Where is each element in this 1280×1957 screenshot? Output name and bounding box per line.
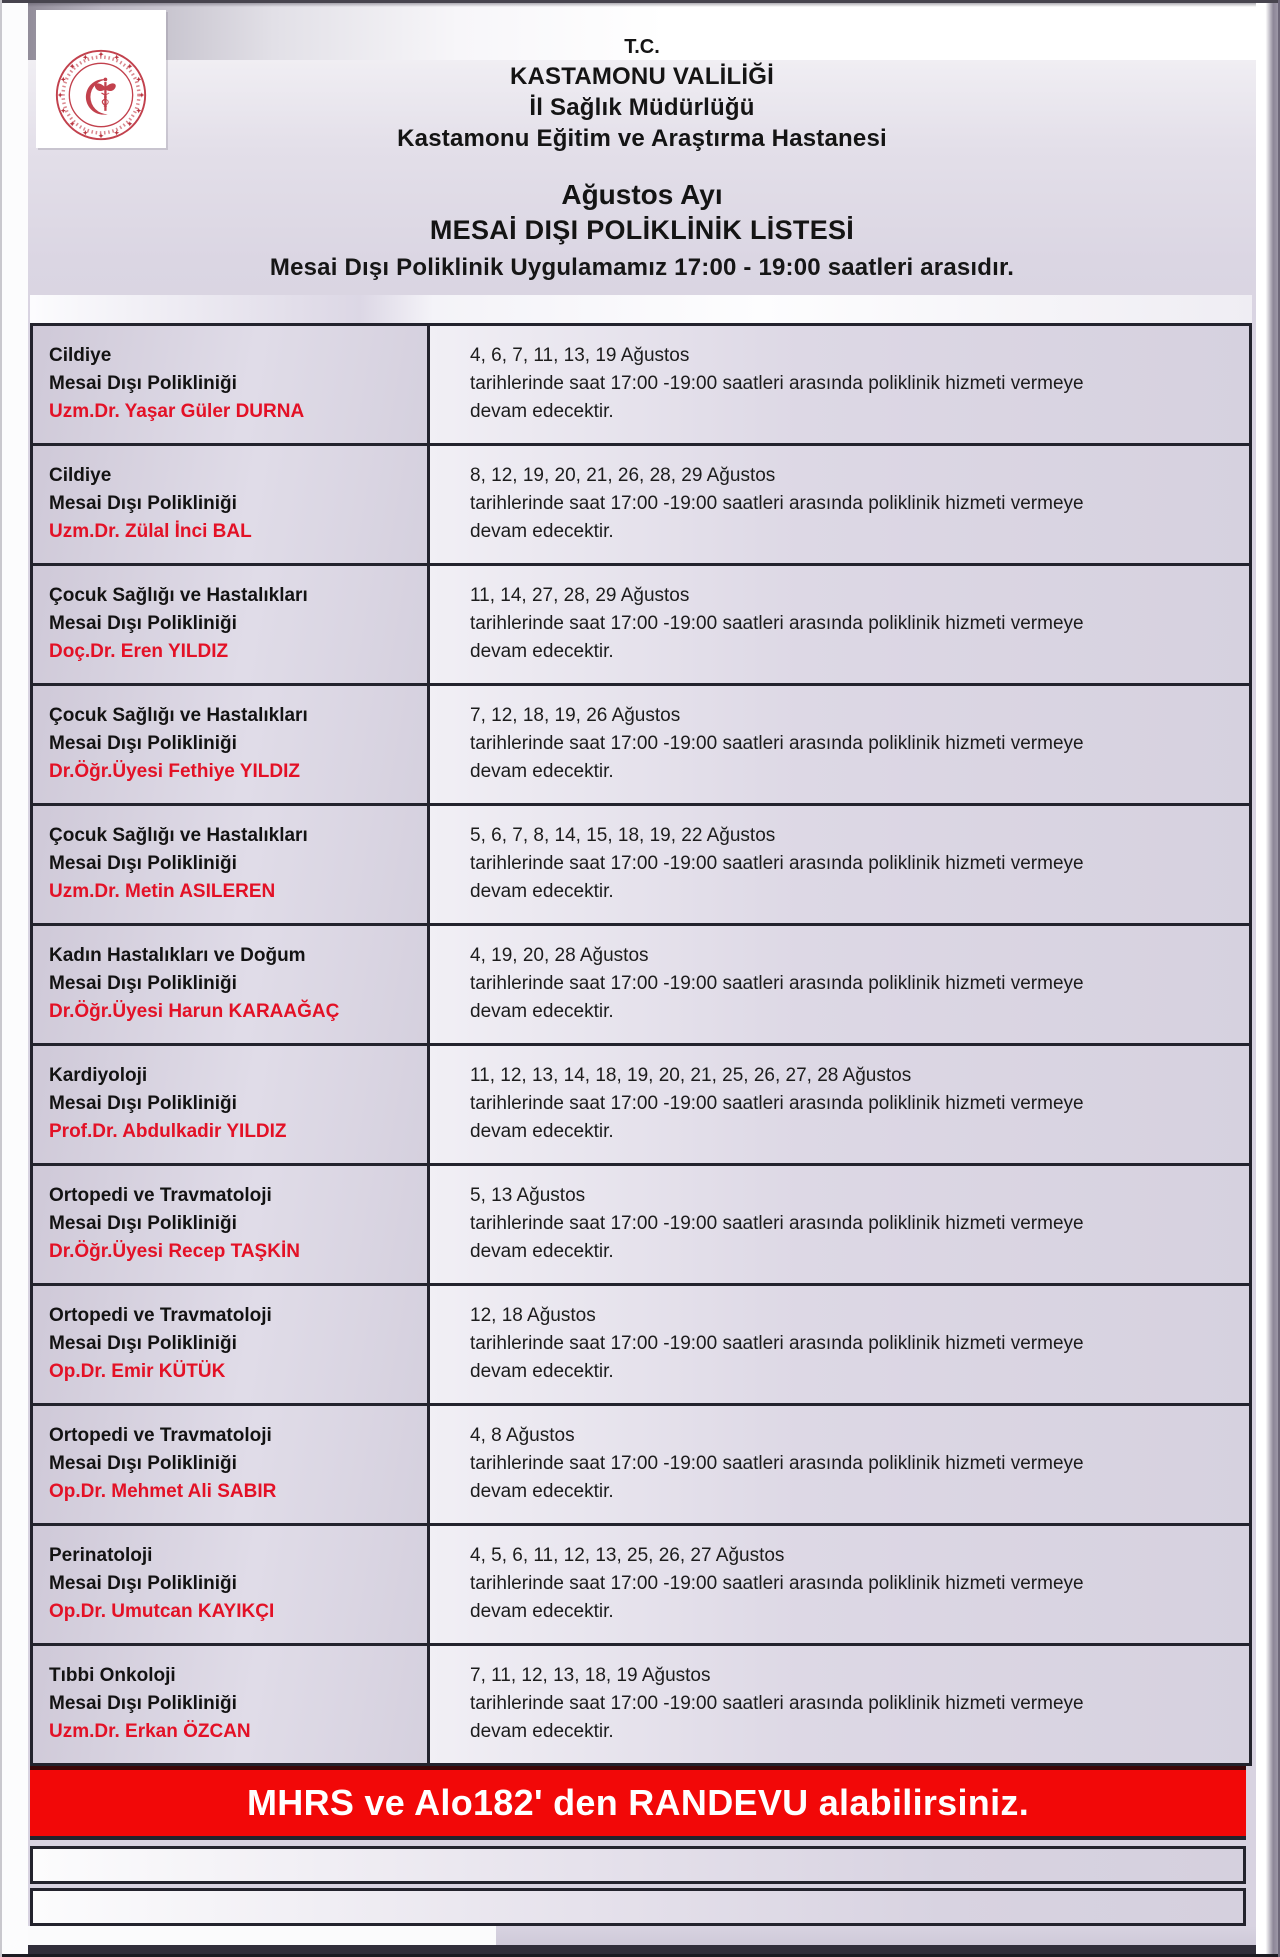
clinic-cell xyxy=(33,686,430,803)
department-label: Çocuk Sağlığı ve Hastalıkları xyxy=(49,825,308,846)
clinic-unit-label: Mesai Dışı Polikliniği xyxy=(49,973,237,994)
schedule-cell xyxy=(430,806,1249,923)
doctor-name: Prof.Dr. Abdulkadir YILDIZ xyxy=(49,1121,287,1142)
schedule-note-line: tarihlerinde saat 17:00 -19:00 saatleri arasında poliklinik hizmeti vermeye xyxy=(470,373,1084,394)
clinic-cell xyxy=(33,1046,430,1163)
doctor-name: Uzm.Dr. Yaşar Güler DURNA xyxy=(49,401,305,422)
schedule-note-line: tarihlerinde saat 17:00 -19:00 saatleri arasında poliklinik hizmeti vermeye xyxy=(470,973,1084,994)
clinic-unit-label: Mesai Dışı Polikliniği xyxy=(49,373,237,394)
dates-text: 7, 12, 18, 19, 26 Ağustos xyxy=(470,705,681,726)
department-label: Tıbbi Onkoloji xyxy=(49,1665,176,1686)
month-title: Ağustos Ayı xyxy=(561,179,723,210)
department-label: Perinatoloji xyxy=(49,1545,153,1566)
clinic-unit-label: Mesai Dışı Polikliniği xyxy=(49,1213,237,1234)
doctor-name: Dr.Öğr.Üyesi Fethiye YILDIZ xyxy=(49,761,300,782)
clinic-unit-label: Mesai Dışı Polikliniği xyxy=(49,1333,237,1354)
schedule-note-line: devam edecektir. xyxy=(470,761,614,782)
table-row xyxy=(33,326,1249,446)
dates-text: 12, 18 Ağustos xyxy=(470,1305,596,1326)
clinic-unit-label: Mesai Dışı Polikliniği xyxy=(49,1453,237,1474)
clinic-unit-label: Mesai Dışı Polikliniği xyxy=(49,1693,237,1714)
empty-row xyxy=(30,1888,1246,1926)
schedule-note-line: tarihlerinde saat 17:00 -19:00 saatleri arasında poliklinik hizmeti vermeye xyxy=(470,1453,1084,1474)
schedule-note-line: devam edecektir. xyxy=(470,521,614,542)
table-row xyxy=(33,1286,1249,1406)
letterhead-tc: T.C. xyxy=(624,36,660,58)
page-title xyxy=(28,178,1256,248)
dates-text: 4, 6, 7, 11, 13, 19 Ağustos xyxy=(470,345,690,366)
clinic-cell xyxy=(33,446,430,563)
schedule-note-line: tarihlerinde saat 17:00 -19:00 saatleri arasında poliklinik hizmeti vermeye xyxy=(470,1333,1084,1354)
schedule-note-line: devam edecektir. xyxy=(470,881,614,902)
department-label: Ortopedi ve Travmatoloji xyxy=(49,1305,272,1326)
schedule-note-line: devam edecektir. xyxy=(470,401,614,422)
page-left-margin xyxy=(0,0,28,1957)
schedule-cell xyxy=(430,686,1249,803)
department-label: Kadın Hastalıkları ve Doğum xyxy=(49,945,306,966)
schedule-note-line: devam edecektir. xyxy=(470,1361,614,1382)
schedule-note-line: devam edecektir. xyxy=(470,1241,614,1262)
doctor-name: Op.Dr. Emir KÜTÜK xyxy=(49,1361,226,1382)
doctor-name: Uzm.Dr. Metin ASILEREN xyxy=(49,881,276,902)
schedule-table xyxy=(30,323,1252,1766)
clinic-cell xyxy=(33,806,430,923)
clinic-unit-label: Mesai Dışı Polikliniği xyxy=(49,493,237,514)
dates-text: 4, 8 Ağustos xyxy=(470,1425,575,1446)
clinic-unit-label: Mesai Dışı Polikliniği xyxy=(49,853,237,874)
table-row xyxy=(33,446,1249,566)
clinic-cell xyxy=(33,326,430,443)
schedule-note-line: tarihlerinde saat 17:00 -19:00 saatleri arasında poliklinik hizmeti vermeye xyxy=(470,1573,1084,1594)
dates-text: 7, 11, 12, 13, 18, 19 Ağustos xyxy=(470,1665,711,1686)
schedule-note-line: devam edecektir. xyxy=(470,1481,614,1502)
schedule-note-line: devam edecektir. xyxy=(470,1601,614,1622)
clinic-cell xyxy=(33,566,430,683)
table-header-band xyxy=(30,295,1252,323)
schedule-cell xyxy=(430,1166,1249,1283)
schedule-cell xyxy=(430,926,1249,1043)
table-row xyxy=(33,566,1249,686)
clinic-unit-label: Mesai Dışı Polikliniği xyxy=(49,733,237,754)
scan-bottom-dark-band xyxy=(28,1945,1256,1954)
doctor-name: Uzm.Dr. Erkan ÖZCAN xyxy=(49,1721,251,1742)
dates-text: 5, 13 Ağustos xyxy=(470,1185,586,1206)
letterhead-governorship: KASTAMONU VALİLİĞİ xyxy=(509,63,775,90)
doctor-name: Dr.Öğr.Üyesi Recep TAŞKİN xyxy=(49,1241,300,1262)
schedule-note-line: tarihlerinde saat 17:00 -19:00 saatleri arasında poliklinik hizmeti vermeye xyxy=(470,733,1084,754)
table-row xyxy=(33,686,1249,806)
schedule-note-line: devam edecektir. xyxy=(470,1001,614,1022)
appointment-banner: MHRS ve Alo182' den RANDEVU alabilirsiniz. xyxy=(30,1766,1246,1840)
clinic-unit-label: Mesai Dışı Polikliniği xyxy=(49,1093,237,1114)
doctor-name: Op.Dr. Umutcan KAYIKÇI xyxy=(49,1601,275,1622)
empty-row xyxy=(30,1846,1246,1884)
table-row xyxy=(33,1046,1249,1166)
dates-text: 4, 19, 20, 28 Ağustos xyxy=(470,945,649,966)
doctor-name: Op.Dr. Mehmet Ali SABIR xyxy=(49,1481,277,1502)
department-label: Ortopedi ve Travmatoloji xyxy=(49,1185,272,1206)
schedule-cell xyxy=(430,1406,1249,1523)
table-row xyxy=(33,806,1249,926)
schedule-cell xyxy=(430,1646,1249,1763)
schedule-cell xyxy=(430,566,1249,683)
schedule-cell xyxy=(430,326,1249,443)
clinic-unit-label: Mesai Dışı Polikliniği xyxy=(49,1573,237,1594)
department-label: Çocuk Sağlığı ve Hastalıkları xyxy=(49,585,308,606)
schedule-note-line: devam edecektir. xyxy=(470,1121,614,1142)
scan-bottom-white-block xyxy=(28,1926,496,1946)
table-row xyxy=(33,1166,1249,1286)
schedule-note-line: devam edecektir. xyxy=(470,641,614,662)
table-row xyxy=(33,926,1249,1046)
schedule-note-line: tarihlerinde saat 17:00 -19:00 saatleri arasında poliklinik hizmeti vermeye xyxy=(470,493,1084,514)
table-row xyxy=(33,1406,1249,1526)
department-label: Kardiyoloji xyxy=(49,1065,148,1086)
doctor-name: Doç.Dr. Eren YILDIZ xyxy=(49,641,229,662)
schedule-note-line: tarihlerinde saat 17:00 -19:00 saatleri arasında poliklinik hizmeti vermeye xyxy=(470,1693,1084,1714)
clinic-cell xyxy=(33,1646,430,1763)
clinic-unit-label: Mesai Dışı Polikliniği xyxy=(49,613,237,634)
hours-subtitle: Mesai Dışı Poliklinik Uygulamamız 17:00 - 19:00 saatleri arasıdır. xyxy=(269,254,1015,281)
clinic-cell xyxy=(33,1166,430,1283)
dates-text: 5, 6, 7, 8, 14, 15, 18, 19, 22 Ağustos xyxy=(470,825,776,846)
schedule-note-line: devam edecektir. xyxy=(470,1721,614,1742)
letterhead-hospital: Kastamonu Eğitim ve Araştırma Hastanesi xyxy=(397,125,887,152)
schedule-note-line: tarihlerinde saat 17:00 -19:00 saatleri arasında poliklinik hizmeti vermeye xyxy=(470,1093,1084,1114)
schedule-note-line: tarihlerinde saat 17:00 -19:00 saatleri arasında poliklinik hizmeti vermeye xyxy=(470,613,1084,634)
clinic-cell xyxy=(33,1406,430,1523)
schedule-cell xyxy=(430,446,1249,563)
doctor-name: Dr.Öğr.Üyesi Harun KARAAĞAÇ xyxy=(49,1001,340,1022)
page-right-margin xyxy=(1256,0,1280,1957)
list-title: MESAİ DIŞI POLİKLİNİK LİSTESİ xyxy=(429,215,855,245)
clinic-cell xyxy=(33,1286,430,1403)
schedule-note-line: tarihlerinde saat 17:00 -19:00 saatleri arasında poliklinik hizmeti vermeye xyxy=(470,853,1084,874)
clinic-cell xyxy=(33,926,430,1043)
schedule-cell xyxy=(430,1286,1249,1403)
document-body xyxy=(28,0,1256,1957)
page-edge-left xyxy=(0,0,2,1957)
department-label: Cildiye xyxy=(49,345,112,366)
schedule-note-line: tarihlerinde saat 17:00 -19:00 saatleri arasında poliklinik hizmeti vermeye xyxy=(470,1213,1084,1234)
table-row xyxy=(33,1646,1249,1766)
department-label: Ortopedi ve Travmatoloji xyxy=(49,1425,272,1446)
dates-text: 4, 5, 6, 11, 12, 13, 25, 26, 27 Ağustos xyxy=(470,1545,785,1566)
clinic-cell xyxy=(33,1526,430,1643)
doctor-name: Uzm.Dr. Zülal İnci BAL xyxy=(49,521,252,542)
department-label: Cildiye xyxy=(49,465,112,486)
dates-text: 8, 12, 19, 20, 21, 26, 28, 29 Ağustos xyxy=(470,465,776,486)
schedule-cell xyxy=(430,1046,1249,1163)
department-label: Çocuk Sağlığı ve Hastalıkları xyxy=(49,705,308,726)
table-row xyxy=(33,1526,1249,1646)
schedule-cell xyxy=(430,1526,1249,1643)
dates-text: 11, 12, 13, 14, 18, 19, 20, 21, 25, 26, 27, 28 Ağustos xyxy=(470,1065,912,1086)
page-edge-top xyxy=(0,0,1280,3)
dates-text: 11, 14, 27, 28, 29 Ağustos xyxy=(470,585,690,606)
letterhead-directorate: İl Sağlık Müdürlüğü xyxy=(529,94,755,121)
letterhead xyxy=(28,34,1256,154)
